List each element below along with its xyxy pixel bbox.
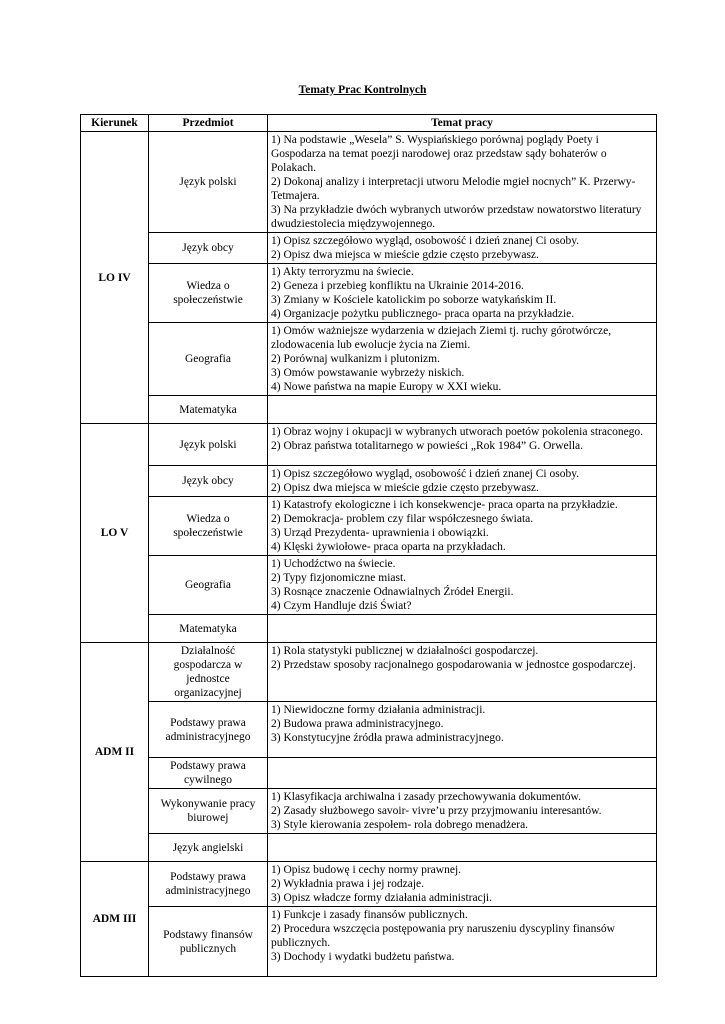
przedmiot-cell: Podstawy prawa cywilnego xyxy=(149,758,268,789)
przedmiot-cell: Działalność gospodarcza w jednostce organizacyjnej xyxy=(149,643,268,702)
temat-item: 4) Organizacje pożytku publicznego- praca oparta na przykładzie. xyxy=(271,308,575,320)
table-row xyxy=(81,132,657,233)
temat-cell xyxy=(268,264,657,323)
przedmiot-cell: Wykonywanie pracy biurowej xyxy=(149,789,268,834)
table-row xyxy=(81,497,657,556)
table-row xyxy=(81,834,657,862)
table-row xyxy=(81,323,657,396)
temat-cell xyxy=(268,556,657,615)
temat-cell xyxy=(268,758,657,789)
temat-item: 3) Opisz władcze formy działania administracji. xyxy=(271,892,492,904)
przedmiot-cell: Język angielski xyxy=(149,834,268,862)
header-przedmiot: Przedmiot xyxy=(149,115,268,132)
temat-cell xyxy=(268,497,657,556)
temat-item: 3) Konstytucyjne źródła prawa administracyjnego. xyxy=(271,732,504,744)
header-kierunek: Kierunek xyxy=(81,115,149,132)
temat-cell xyxy=(268,132,657,233)
kierunek-cell: LO V xyxy=(81,424,149,643)
table-row xyxy=(81,556,657,615)
temat-item: 4) Klęski żywiołowe- praca oparta na przykładach. xyxy=(271,541,506,553)
temat-cell xyxy=(268,615,657,643)
temat-cell xyxy=(268,396,657,424)
temat-item: 1) Funkcje i zasady finansów publicznych. xyxy=(271,909,468,921)
temat-item: 1) Niewidoczne formy działania administracji. xyxy=(271,704,486,716)
table-row xyxy=(81,233,657,264)
temat-item: 1) Na podstawie „Wesela” S. Wyspiańskiego porównaj poglądy Poety i Gospodarza na temat poezji narodowej oraz przedstaw sądy bohaterów o Polakach. xyxy=(271,134,607,174)
table-row xyxy=(81,424,657,466)
temat-cell xyxy=(268,643,657,702)
temat-item: 3) Rosnące znaczenie Odnawialnych Źródeł Energii. xyxy=(271,586,514,598)
temat-cell xyxy=(268,907,657,977)
temat-cell xyxy=(268,834,657,862)
temat-cell xyxy=(268,862,657,907)
temat-item: 1) Obraz wojny i okupacji w wybranych utworach poetów pokolenia straconego. xyxy=(271,426,644,438)
table-row xyxy=(81,789,657,834)
topics-table xyxy=(80,114,657,977)
temat-item: 3) Omów powstawanie wybrzeży niskich. xyxy=(271,367,465,379)
przedmiot-cell: Podstawy finansów publicznych xyxy=(149,907,268,977)
przedmiot-cell: Wiedza o społeczeństwie xyxy=(149,264,268,323)
table-header-row xyxy=(81,115,657,132)
temat-item: 4) Nowe państwa na mapie Europy w XXI wieku. xyxy=(271,381,502,393)
temat-item: 1) Opisz szczegółowo wygląd, osobowość i dzień znanej Ci osoby. xyxy=(271,468,580,480)
temat-item: 2) Demokracja- problem czy filar współczesnego świata. xyxy=(271,513,534,525)
przedmiot-cell: Język obcy xyxy=(149,466,268,497)
przedmiot-cell: Geografia xyxy=(149,323,268,396)
przedmiot-cell: Język obcy xyxy=(149,233,268,264)
temat-cell xyxy=(268,702,657,758)
przedmiot-cell: Język polski xyxy=(149,424,268,466)
temat-item: 2) Obraz państwa totalitarnego w powieści „Rok 1984” G. Orwella. xyxy=(271,440,584,452)
przedmiot-cell: Wiedza o społeczeństwie xyxy=(149,497,268,556)
table-row xyxy=(81,396,657,424)
temat-cell xyxy=(268,323,657,396)
przedmiot-cell: Podstawy prawa administracyjnego xyxy=(149,702,268,758)
table-row xyxy=(81,466,657,497)
table-row xyxy=(81,643,657,702)
temat-item: 3) Zmiany w Kościele katolickim po soborze watykańskim II. xyxy=(271,294,557,306)
temat-item: 1) Uchodźctwo na świecie. xyxy=(271,558,396,570)
table-row xyxy=(81,758,657,789)
header-temat: Temat pracy xyxy=(268,115,657,132)
temat-item: 2) Porównaj wulkanizm i plutonizm. xyxy=(271,353,440,365)
temat-item: 1) Opisz budowę i cechy normy prawnej. xyxy=(271,864,462,876)
temat-item: 2) Typy fizjonomiczne miast. xyxy=(271,572,407,584)
table-row xyxy=(81,702,657,758)
temat-item: 3) Dochody i wydatki budżetu państwa. xyxy=(271,951,455,963)
temat-item: 3) Urząd Prezydenta- uprawnienia i obowiązki. xyxy=(271,527,489,539)
table-row xyxy=(81,862,657,907)
temat-item: 1) Klasyfikacja archiwalna i zasady przechowywania dokumentów. xyxy=(271,791,581,803)
temat-item: 1) Omów ważniejsze wydarzenia w dziejach Ziemi tj. ruchy górotwórcze, zlodowacenia lub ewolucje życia na Ziemi. xyxy=(271,325,612,351)
temat-cell xyxy=(268,424,657,466)
kierunek-cell: ADM II xyxy=(81,643,149,862)
przedmiot-cell: Język polski xyxy=(149,132,268,233)
kierunek-cell: ADM III xyxy=(81,862,149,977)
temat-item: 2) Wykładnia prawa i jej rodzaje. xyxy=(271,878,425,890)
temat-item: 1) Rola statystyki publicznej w działalności gospodarczej. xyxy=(271,645,539,657)
przedmiot-cell: Matematyka xyxy=(149,396,268,424)
temat-cell xyxy=(268,466,657,497)
temat-item: 2) Opisz dwa miejsca w mieście gdzie często przebywasz. xyxy=(271,249,539,261)
kierunek-cell: LO IV xyxy=(81,132,149,424)
temat-item: 4) Czym Handluje dziś Świat? xyxy=(271,600,412,612)
temat-cell xyxy=(268,789,657,834)
temat-item: 2) Zasady służbowego savoir- vivre’u przy przyjmowaniu interesantów. xyxy=(271,805,602,817)
temat-item: 2) Przedstaw sposoby racjonalnego gospodarowania w jednostce gospodarczej. xyxy=(271,659,636,671)
table-row xyxy=(81,907,657,977)
table-row xyxy=(81,264,657,323)
przedmiot-cell: Podstawy prawa administracyjnego xyxy=(149,862,268,907)
temat-item: 3) Na przykładzie dwóch wybranych utworów przedstaw nowatorstwo literatury dwudziestolecia międzywojennego. xyxy=(271,204,642,230)
temat-item: 1) Opisz szczegółowo wygląd, osobowość i dzień znanej Ci osoby. xyxy=(271,235,580,247)
temat-item: 1) Katastrofy ekologiczne i ich konsekwencje- praca oparta na przykładzie. xyxy=(271,499,618,511)
przedmiot-cell: Matematyka xyxy=(149,615,268,643)
table-row xyxy=(81,615,657,643)
temat-item: 2) Opisz dwa miejsca w mieście gdzie często przebywasz. xyxy=(271,482,539,494)
page-title: Tematy Prac Kontrolnych xyxy=(298,84,427,96)
temat-item: 2) Geneza i przebieg konfliktu na Ukrainie 2014-2016. xyxy=(271,280,524,292)
temat-item: 2) Procedura wszczęcia postępowania pry naruszeniu dyscypliny finansów publicznych. xyxy=(271,923,615,949)
temat-cell xyxy=(268,233,657,264)
temat-item: 1) Akty terroryzmu na świecie. xyxy=(271,266,414,278)
temat-item: 3) Style kierowania zespołem- rola dobrego menadżera. xyxy=(271,819,529,831)
temat-item: 2) Dokonaj analizy i interpretacji utworu Melodie mgieł nocnych” K. Przerwy- Tetmajera. xyxy=(271,176,636,202)
temat-item: 2) Budowa prawa administracyjnego. xyxy=(271,718,444,730)
przedmiot-cell: Geografia xyxy=(149,556,268,615)
